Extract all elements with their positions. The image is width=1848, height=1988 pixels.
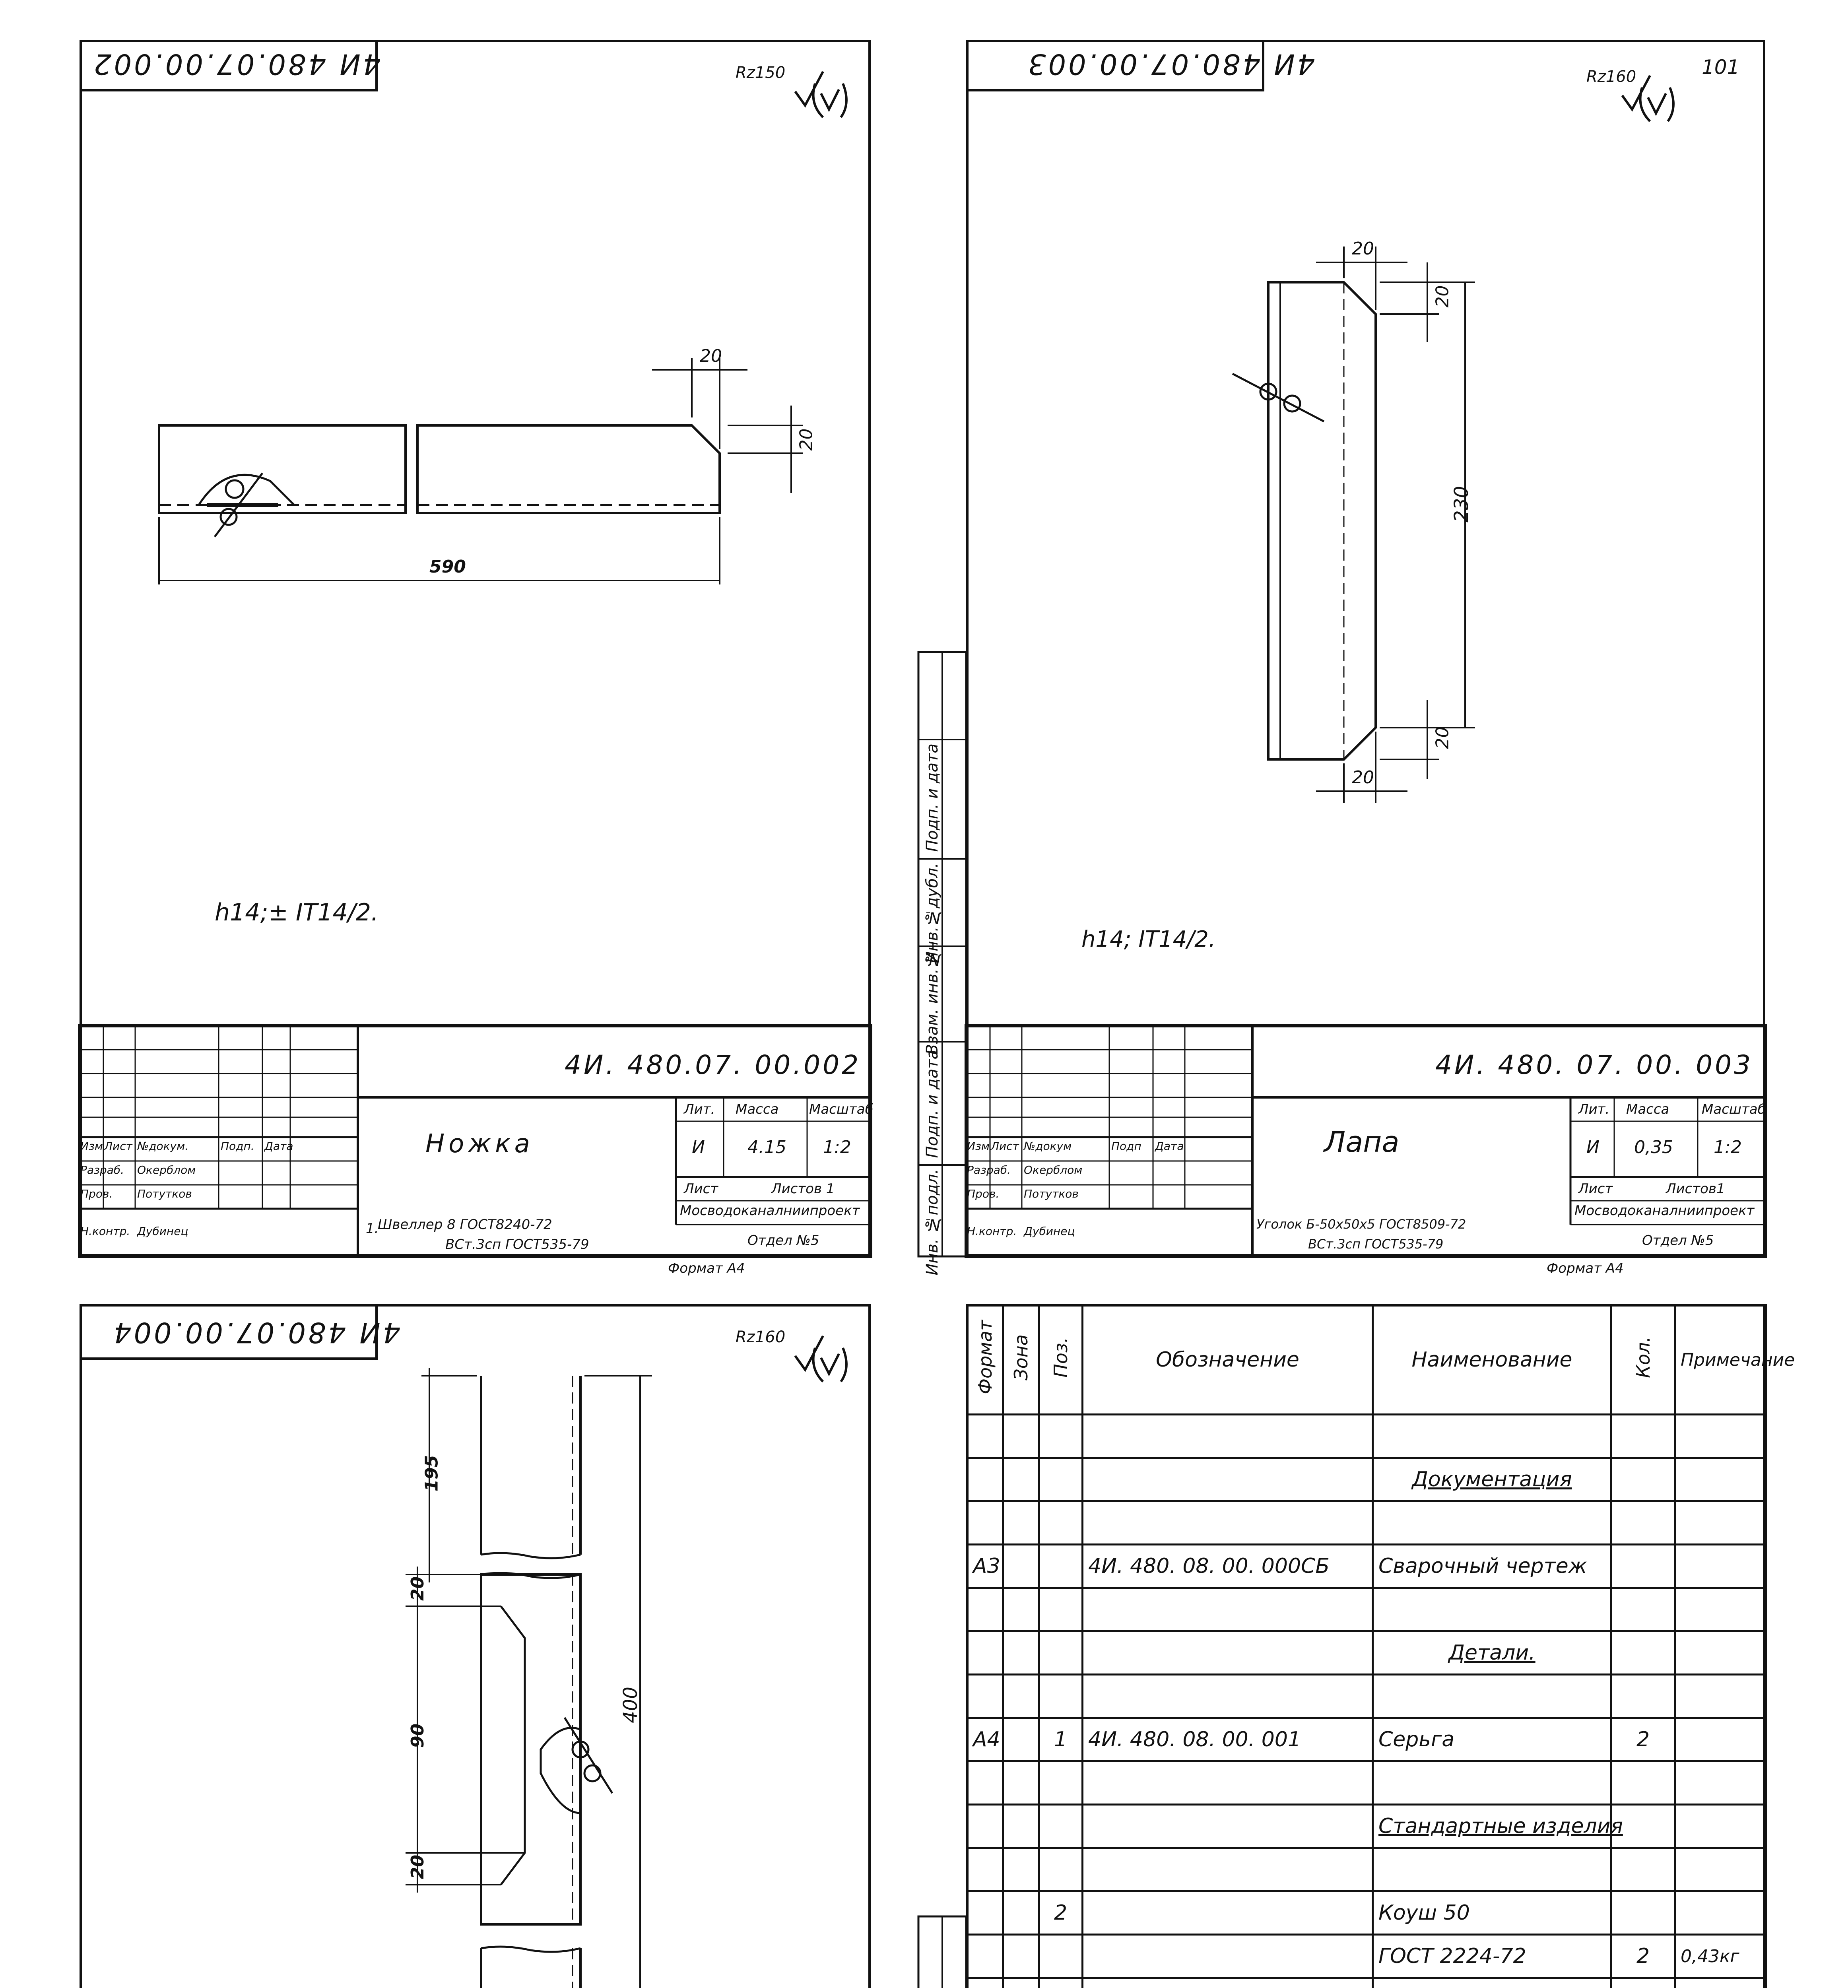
role-nkontr: Н.контр. [967, 1225, 1017, 1238]
col-zone: Зона [1003, 1305, 1039, 1415]
spec-cell-qty [1611, 1458, 1675, 1501]
spec-cell-zone [1003, 1761, 1039, 1805]
scale-label: Масштаб [1702, 1101, 1766, 1117]
spec-cell-qty [1611, 1978, 1675, 1988]
spec-cell-note [1675, 1848, 1766, 1891]
spec-cell-note [1675, 1501, 1766, 1545]
col-izm: Изм [80, 1140, 103, 1153]
dim-top-vertical: 20 [1432, 285, 1453, 308]
spec-cell-zone [1003, 1718, 1039, 1761]
spec-cell-format [967, 1935, 1003, 1978]
spec-cell-name: Серьга [1373, 1718, 1611, 1761]
spec-cell-name [1373, 1978, 1611, 1988]
spec-cell-name: ГОСТ 2224-72 [1373, 1935, 1611, 1978]
col-pos: Поз. [1039, 1305, 1083, 1415]
spec-cell-code [1083, 1501, 1373, 1545]
roughness-label: Rz150 [736, 64, 786, 82]
spec-cell-name [1373, 1588, 1611, 1631]
spec-cell-name [1373, 1761, 1611, 1805]
rotated-designation: 4И 480.07.00.002 [91, 48, 381, 80]
spec-cell-name [1373, 1675, 1611, 1718]
roughness-label: Rz160 [736, 1328, 786, 1346]
spec-row [967, 1631, 1766, 1675]
spec-cell-format [967, 1588, 1003, 1631]
col-designation: Обозначение [1083, 1305, 1373, 1415]
dim-total-400: 400 [619, 1687, 642, 1723]
spec-cell-qty [1611, 1761, 1675, 1805]
spec-cell-code [1083, 1415, 1373, 1458]
sheet-003 [910, 24, 1785, 1288]
col-name: Наименование [1373, 1305, 1611, 1415]
material-line-1: Уголок Б-50х50х5 ГОСТ8509-72 [1256, 1217, 1466, 1232]
dim-bottom-vertical: 20 [1432, 726, 1453, 749]
org-name: Мосводоканалниипроект [680, 1203, 860, 1219]
spec-cell-qty [1611, 1501, 1675, 1545]
spec-cell-format [967, 1978, 1003, 1988]
spec-row [967, 1718, 1766, 1761]
role-prov: Пров. [80, 1187, 113, 1200]
spec-cell-note [1675, 1805, 1766, 1848]
spec-cell-format [967, 1501, 1003, 1545]
spec-cell-pos [1039, 1588, 1083, 1631]
spec-cell-qty: 2 [1611, 1718, 1675, 1761]
col-doc: №докум. [137, 1140, 189, 1153]
role-razrab: Разраб. [967, 1163, 1011, 1176]
spec-cell-note [1675, 1588, 1766, 1631]
spec-cell-qty [1611, 1675, 1675, 1718]
spec-cell-format [967, 1891, 1003, 1935]
lit-value: И [692, 1137, 705, 1157]
sheets-label: Листов1 [1666, 1181, 1725, 1197]
spec-cell-format [967, 1805, 1003, 1848]
spec-cell-format [967, 1631, 1003, 1675]
spec-cell-name [1373, 1501, 1611, 1545]
spec-cell-name: Документация [1373, 1458, 1611, 1501]
mass-value: 0,35 [1634, 1137, 1673, 1157]
dim-20-horizontal: 20 [700, 346, 722, 366]
spec-cell-code [1083, 1935, 1373, 1978]
spec-cell-zone [1003, 1848, 1039, 1891]
sidebar-label-inv: Инв. №подл. [923, 1169, 941, 1276]
spec-cell-name: Детали. [1373, 1631, 1611, 1675]
sheet-002 [48, 24, 875, 1288]
material-line-1: Швеллер 8 ГОСТ8240-72 [378, 1217, 552, 1233]
spec-cell-code [1083, 1675, 1373, 1718]
col-date: Дата [264, 1140, 293, 1153]
role-razrab: Разраб. [80, 1163, 124, 1176]
spec-cell-pos [1039, 1805, 1083, 1848]
spec-cell-pos [1039, 1545, 1083, 1588]
spec-cell-qty [1611, 1891, 1675, 1935]
spec-cell-code [1083, 1978, 1373, 1988]
spec-cell-note [1675, 1718, 1766, 1761]
dim-bottom-horizontal: 20 [1352, 767, 1374, 788]
stamp-designation: 4И. 480. 07. 00. 003 [1435, 1050, 1753, 1080]
sidebar-label-dubl: Инв.№дубл. [923, 863, 941, 963]
spec-cell-pos [1039, 1675, 1083, 1718]
spec-cell-note [1675, 1891, 1766, 1935]
material-prefix: 1. [366, 1221, 379, 1237]
sidebar-label-vzam: Взам. инв.№ [923, 950, 941, 1055]
stamp-title: Лапа [1324, 1125, 1400, 1159]
spec-row [967, 1501, 1766, 1545]
spec-cell-pos [1039, 1935, 1083, 1978]
col-format: Формат [967, 1305, 1003, 1415]
spec-row [967, 1588, 1766, 1631]
spec-body [967, 1415, 1766, 1988]
spec-cell-format [967, 1415, 1003, 1458]
spec-cell-format [967, 1848, 1003, 1891]
spec-cell-zone [1003, 1891, 1039, 1935]
spec-cell-name [1373, 1415, 1611, 1458]
sidebar-label-podp: Подп. и дата [923, 1050, 941, 1158]
spec-cell-zone [1003, 1675, 1039, 1718]
sheet-004 [48, 1296, 875, 1988]
material-line-2: ВСт.3сп ГОСТ535-79 [445, 1237, 589, 1252]
stamp-designation: 4И. 480.07. 00.002 [565, 1050, 861, 1080]
spec-row [967, 1805, 1766, 1848]
stamp-title: Ножка [425, 1129, 534, 1159]
spec-cell-pos [1039, 1415, 1083, 1458]
spec-row [967, 1935, 1766, 1978]
spec-cell-zone [1003, 1458, 1039, 1501]
spec-cell-pos [1039, 1631, 1083, 1675]
org-name: Мосводоканалниипроект [1574, 1203, 1755, 1219]
drawing-lapa [910, 24, 1785, 1288]
spec-cell-code [1083, 1848, 1373, 1891]
spec-cell-zone [1003, 1978, 1039, 1988]
spec-cell-pos [1039, 1978, 1083, 1988]
lit-label: Лит. [1578, 1101, 1610, 1117]
scale-value: 1:2 [1714, 1137, 1742, 1157]
col-note: Примечание [1675, 1305, 1766, 1415]
col-date: Дата [1155, 1140, 1184, 1153]
spec-cell-format: А4 [967, 1718, 1003, 1761]
spec-cell-zone [1003, 1935, 1039, 1978]
mass-label: Масса [736, 1101, 779, 1117]
spec-cell-note [1675, 1761, 1766, 1805]
sheet-number: 101 [1702, 56, 1740, 79]
spec-cell-format [967, 1761, 1003, 1805]
dept-name: Отдел №5 [1642, 1233, 1714, 1248]
spec-row [967, 1545, 1766, 1588]
spec-row [967, 1675, 1766, 1718]
spec-header-row [967, 1305, 1766, 1415]
name-razrab: Окерблом [1024, 1163, 1083, 1176]
spec-cell-qty [1611, 1588, 1675, 1631]
material-line-2: ВСт.3сп ГОСТ535-79 [1308, 1237, 1444, 1252]
dim-top-horizontal: 20 [1352, 239, 1374, 259]
sheet-spec-000 [910, 1296, 1795, 1988]
col-izm: Изм [967, 1140, 990, 1153]
format-label: Формат А4 [1547, 1260, 1624, 1276]
dim-195: 195 [421, 1455, 442, 1492]
spec-row [967, 1978, 1766, 1988]
sidebar-label-podp2: Подп. и дата [923, 744, 941, 852]
spec-cell-name: Сварочный чертеж [1373, 1545, 1611, 1588]
spec-cell-code: 4И. 480. 08. 00. 000СБ [1083, 1545, 1373, 1588]
spec-cell-code [1083, 1458, 1373, 1501]
col-list: Лист [991, 1140, 1019, 1153]
col-list: Лист [104, 1140, 132, 1153]
spec-cell-format [967, 1675, 1003, 1718]
tolerance-note: h14;± IT14/2. [215, 899, 379, 926]
spec-cell-pos [1039, 1501, 1083, 1545]
name-nkontr: Дубинец [1024, 1225, 1075, 1238]
mass-value: 4.15 [747, 1137, 786, 1157]
rotated-designation: 4И 480.07.00.003 [1026, 48, 1315, 80]
spec-cell-zone [1003, 1588, 1039, 1631]
format-label: Формат А4 [668, 1260, 745, 1276]
spec-cell-name: Коуш 50 [1373, 1891, 1611, 1935]
role-prov: Пров. [967, 1187, 1000, 1200]
spec-cell-qty: 2 [1611, 1935, 1675, 1978]
spec-cell-code [1083, 1891, 1373, 1935]
spec-cell-pos: 1 [1039, 1718, 1083, 1761]
name-prov: Потутков [1024, 1187, 1079, 1200]
tolerance-note: h14; IT14/2. [1081, 926, 1216, 952]
spec-row [967, 1761, 1766, 1805]
spec-cell-zone [1003, 1501, 1039, 1545]
name-prov: Потутков [137, 1187, 192, 1200]
spec-cell-note [1675, 1415, 1766, 1458]
col-qty: Кол. [1611, 1305, 1675, 1415]
dim-length: 230 [1450, 486, 1473, 522]
dim-20-upper: 20 [408, 1576, 428, 1601]
dim-20-lower: 20 [408, 1854, 428, 1879]
col-doc: №докум [1024, 1140, 1072, 1153]
col-sign: Подп. [221, 1140, 254, 1153]
spec-cell-code [1083, 1761, 1373, 1805]
spec-cell-pos: 2 [1039, 1891, 1083, 1935]
dim-20-vertical: 20 [796, 428, 817, 451]
spec-cell-zone [1003, 1415, 1039, 1458]
spec-cell-note: 0,43кг [1675, 1935, 1766, 1978]
spec-cell-qty [1611, 1848, 1675, 1891]
spec-cell-name [1373, 1848, 1611, 1891]
spec-cell-code: 4И. 480. 08. 00. 001 [1083, 1718, 1373, 1761]
roughness-label: Rz160 [1586, 68, 1636, 86]
drawing-rasporka [48, 1296, 875, 1988]
sheet-label: Лист [684, 1181, 718, 1197]
dim-length: 590 [429, 557, 466, 577]
mass-label: Масса [1626, 1101, 1669, 1117]
spec-cell-note [1675, 1458, 1766, 1501]
drawing-nozhka [48, 24, 875, 1288]
name-razrab: Окерблом [137, 1163, 196, 1176]
spec-cell-name: Стандартные изделия [1373, 1805, 1611, 1848]
specification-table [966, 1304, 1795, 1988]
spec-cell-code [1083, 1631, 1373, 1675]
spec-row [967, 1458, 1766, 1501]
spec-cell-zone [1003, 1631, 1039, 1675]
spec-cell-pos [1039, 1848, 1083, 1891]
spec-cell-note [1675, 1978, 1766, 1988]
spec-cell-pos [1039, 1458, 1083, 1501]
spec-row [967, 1848, 1766, 1891]
role-nkontr: Н.контр. [80, 1225, 130, 1238]
spec-cell-zone [1003, 1545, 1039, 1588]
spec-cell-format [967, 1458, 1003, 1501]
spec-cell-pos [1039, 1761, 1083, 1805]
sheets-label: Листов 1 [771, 1181, 835, 1197]
spec-cell-zone [1003, 1805, 1039, 1848]
spec-cell-qty [1611, 1415, 1675, 1458]
spec-row [967, 1891, 1766, 1935]
spec-cell-qty [1611, 1631, 1675, 1675]
sheet-label: Лист [1578, 1181, 1613, 1197]
col-sign: Подп [1111, 1140, 1141, 1153]
spec-row [967, 1415, 1766, 1458]
spec-cell-format: А3 [967, 1545, 1003, 1588]
rotated-designation: 4И 480.07.00.004 [111, 1316, 401, 1349]
spec-cell-code [1083, 1805, 1373, 1848]
spec-cell-qty [1611, 1545, 1675, 1588]
name-nkontr: Дубинец [137, 1225, 188, 1238]
scale-label: Масштаб [809, 1101, 874, 1117]
lit-value: И [1586, 1137, 1600, 1157]
spec-cell-note [1675, 1675, 1766, 1718]
dim-90: 90 [408, 1723, 428, 1748]
spec-cell-code [1083, 1588, 1373, 1631]
scale-value: 1:2 [823, 1137, 851, 1157]
lit-label: Лит. [684, 1101, 715, 1117]
spec-cell-note [1675, 1545, 1766, 1588]
dept-name: Отдел №5 [747, 1233, 819, 1248]
spec-cell-note [1675, 1631, 1766, 1675]
